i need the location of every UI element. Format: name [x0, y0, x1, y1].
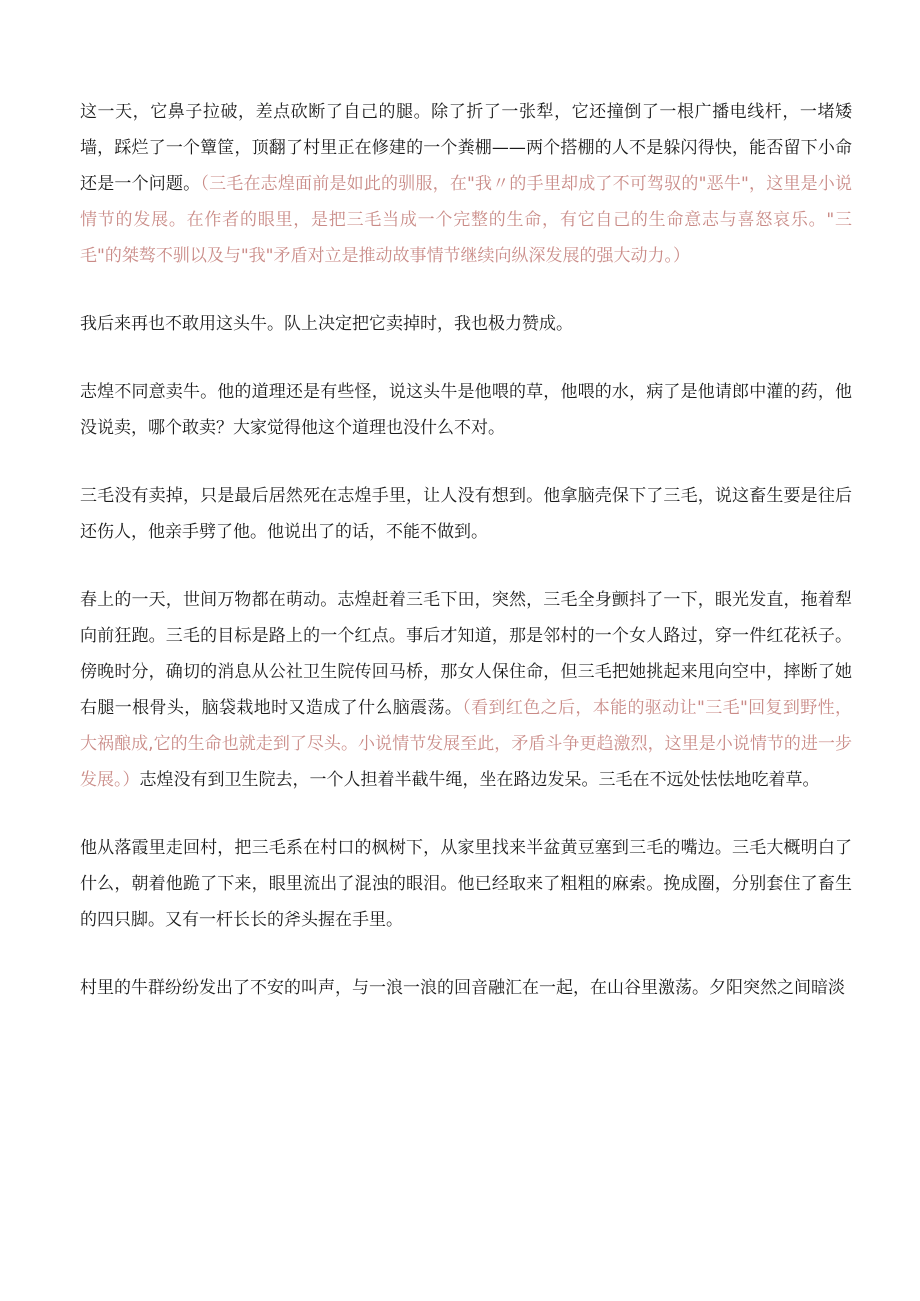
annotation-note: （看到红色之后，本能的驱动让"三毛"回复到野性，大祸酿成,它的生命也就走到了尽头。小说情节发展至此，矛盾斗争更趋激烈，这里是小说情节的进一步发展。） [80, 698, 853, 790]
paragraph-3 [80, 374, 852, 446]
paragraph-5 [80, 582, 852, 798]
paragraph-text: 这一天，它鼻子拉破，差点砍断了自己的腿。除了折了一张犁，它还撞倒了一根广播电线杆，一堵矮墙，踩烂了一个簟筐，顶翻了村里正在修建的一个粪棚——两个搭棚的人不是躲闪得快，能否留下小命还是一个问题。 [80, 102, 852, 194]
paragraph-2 [80, 306, 852, 342]
document-body [80, 94, 852, 1006]
paragraph-text: 他从落霞里走回村，把三毛系在村口的枫树下，从家里找来半盆黄豆塞到三毛的嘴边。三毛大概明白了什么，朝着他跪了下来，眼里流出了混浊的眼泪。他已经取来了粗粗的麻索。挽成圈，分别套住了畜生的四只脚。又有一杆长长的斧头握在手里。 [80, 838, 852, 930]
paragraph-4 [80, 478, 852, 550]
paragraph-6 [80, 830, 852, 938]
paragraph-text: 志煌没有到卫生院去，一个人担着半截牛绳，坐在路边发呆。三毛在不远处怯怯地吃着草。 [139, 770, 820, 790]
paragraph-text: 春上的一天，世间万物都在萌动。志煌赶着三毛下田，突然，三毛全身颤抖了一下，眼光发直，拖着犁向前狂跑。三毛的目标是路上的一个红点。事后才知道，那是邻村的一个女人路过，穿一件红花袄子。傍晚时分，确切的消息从公社卫生院传回马桥，那女人保住命，但三毛把她挑起来甩向空中，摔断了她右腿一根骨头，脑袋栽地时又造成了什么脑震荡。 [80, 590, 852, 718]
paragraph-text: 志煌不同意卖牛。他的道理还是有些怪，说这头牛是他喂的草，他喂的水，病了是他请郎中灌的药，他没说卖，哪个敢卖？大家觉得他这个道理也没什么不对。 [80, 382, 852, 438]
paragraph-7 [80, 970, 852, 1006]
paragraph-text: 村里的牛群纷纷发出了不安的叫声，与一浪一浪的回音融汇在一起，在山谷里激荡。夕阳突然之间暗淡 [80, 978, 845, 998]
paragraph-text: 三毛没有卖掉，只是最后居然死在志煌手里，让人没有想到。他拿脑壳保下了三毛，说这畜生要是往后还伤人，他亲手劈了他。他说出了的话，不能不做到。 [80, 486, 852, 542]
annotation-note: （三毛在志煌面前是如此的驯服，在"我〃的手里却成了不可驾驭的"恶牛"，这里是小说情节的发展。在作者的眼里，是把三毛当成一个完整的生命，有它自己的生命意志与喜怒哀乐。"三毛"的桀骜不驯以及与"我"矛盾对立是推动故事情节继续向纵深发展的强大动力。） [80, 174, 852, 266]
paragraph-1 [80, 94, 852, 274]
paragraph-text: 我后来再也不敢用这头牛。队上决定把它卖掉时，我也极力赞成。 [80, 314, 573, 334]
